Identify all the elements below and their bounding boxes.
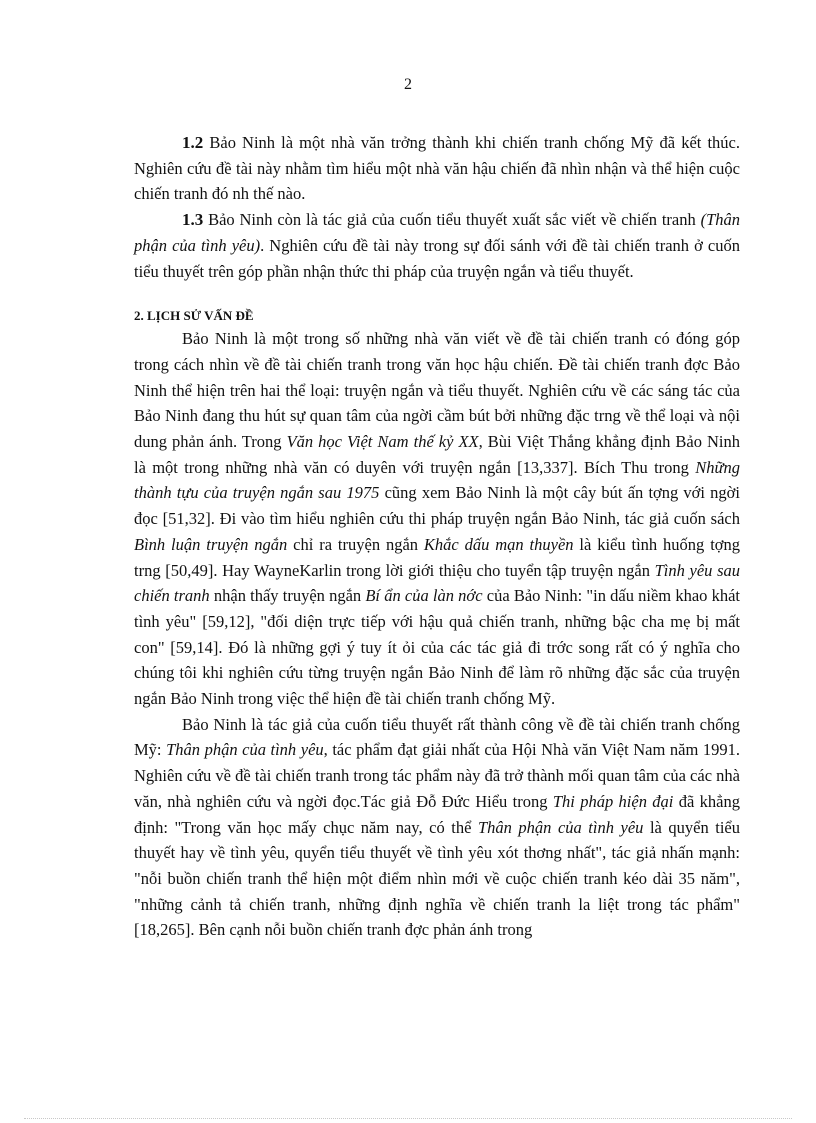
italic-title: Thân phận của tình yêu: [166, 740, 324, 760]
italic-title: Bình luận truyện ngắn: [134, 534, 288, 554]
paragraph-text: đã khẳng định: "Trong văn học mấy chục năm nay, có thể: [134, 791, 740, 837]
paragraph-text: Bảo Ninh là tác giả của cuốn tiểu thuyết rất thành công về đề tài chiến tranh chống Mỹ:: [134, 714, 740, 760]
paragraph-text: , tác phẩm đạt giải nhất của Hội Nhà văn Việt Nam năm 1991. Nghiên cứu về đề tài chiến tranh trong tác phẩm này đã trở thành mối quan tâm của các nhà văn, nhà nghiên cứu và ngời đọc.Tác giả Đỗ Đức Hiểu trong: [134, 740, 740, 811]
italic-title: Những thành tựu của truyện ngắn sau 1975: [134, 457, 740, 503]
italic-title: Văn học Việt Nam thế kỷ XX: [286, 432, 479, 452]
paragraph-history-1: [134, 326, 740, 712]
paragraph-text: . Nghiên cứu đề tài này trong sự đối sánh với đề tài chiến tranh ở cuốn tiểu thuyết trên góp phần nhận thức thi pháp của truyện ngắn và tiểu thuyết.: [134, 235, 740, 281]
paragraph-text: chỉ ra truyện ngắn: [287, 534, 424, 554]
section-number: 1.3: [182, 210, 204, 230]
paragraph-text: , Bùi Việt Thắng khẳng định Bảo Ninh là một trong những nhà văn có duyên với truyện ngắn [13,337]. Bích Thu trong: [134, 432, 740, 477]
paragraph-text: là quyển tiểu thuyết hay về tình yêu, quyển tiểu thuyết về tình yêu xót thơng nhất", tác giả nhấn mạnh: "nỗi buồn chiến tranh thể hiện một điểm nhìn mới về cuộc chiến tranh kéo dài 35 năm", "những cảnh tả chiến tranh, những định nghĩa về chiến tranh la liệt trong tác phẩm" [18,265]. Bên cạnh nỗi buồn chiến tranh đợc phản ánh trong: [134, 817, 740, 940]
paragraph-text: Bảo Ninh còn là tác giả của cuốn tiểu thuyết xuất sắc viết về chiến tranh: [203, 210, 701, 230]
paragraph-text: là kiểu tình huống tợng trng [50,49]. Hay WayneKarlin trong lời giới thiệu cho tuyển tập truyện ngắn: [134, 534, 740, 580]
italic-title: Bí ẩn của làn nớc: [365, 586, 483, 606]
paragraph-text: của Bảo Ninh: "in dấu niềm khao khát tình yêu" [59,12], "đối diện trực tiếp với hậu quả chiến tranh, những bậc cha mẹ bị mất con" [59,14]. Đó là những gợi ý tuy ít ỏi của các tác giả đi trớc song rất có ý nghĩa cho chúng tôi khi nghiên cứu từng truyện ngắn Bảo Ninh để làm rõ những đặc sắc của truyện ngắn Bảo Ninh trong việc thể hiện đề tài chiến tranh chống Mỹ.: [134, 586, 740, 709]
paragraph-text: Bảo Ninh là một nhà văn trởng thành khi chiến tranh chống Mỹ đã kết thúc. Nghiên cứu đề tài này nhằm tìm hiểu một nhà văn hậu chiến đã nhìn nhận và thể hiện cuộc chiến tranh đó nh thế nào.: [134, 133, 740, 204]
section-heading: 2. LỊCH SỬ VẤN ĐỀ: [134, 308, 254, 324]
paragraph-1-2: [134, 130, 740, 207]
italic-title: (Thân phận của tình yêu): [134, 210, 740, 255]
section-number: 1.2: [182, 133, 204, 152]
italic-title: Tình yêu sau chiến tranh: [134, 560, 740, 606]
italic-title: Thân phận của tình yêu: [477, 817, 644, 837]
document-body: [134, 130, 740, 943]
paragraph-text: Bảo Ninh là một trong số những nhà văn viết về đề tài chiến tranh có đóng góp trong cách nhìn về đề tài chiến tranh trong văn học hậu chiến. Đề tài chiến tranh đợc Bảo Ninh thể hiện trên hai thể loại: truyện ngắn và tiểu thuyết. Nghiên cứu về các sáng tác của Bảo Ninh đang thu hút sự quan tâm của ngời cầm bút bởi những đặc trng về thể loại và nội dung phản ánh. Trong: [134, 329, 740, 452]
italic-title: Khắc dấu mạn thuyền: [423, 534, 574, 554]
page-number: 2: [404, 76, 412, 93]
paragraph-text: cũng xem Bảo Ninh là một cây bút ấn tợng với ngời đọc [51,32]. Đi vào tìm hiểu nghiên cứu thi pháp truyện ngắn Bảo Ninh, tác giả cuốn sách: [134, 483, 740, 529]
page-bottom-divider: [24, 1118, 792, 1119]
paragraph-history-2: [134, 712, 740, 943]
paragraph-text: nhận thấy truyện ngắn: [209, 586, 366, 606]
paragraph-1-3: [134, 207, 740, 284]
italic-title: Thi pháp hiện đại: [552, 791, 674, 811]
